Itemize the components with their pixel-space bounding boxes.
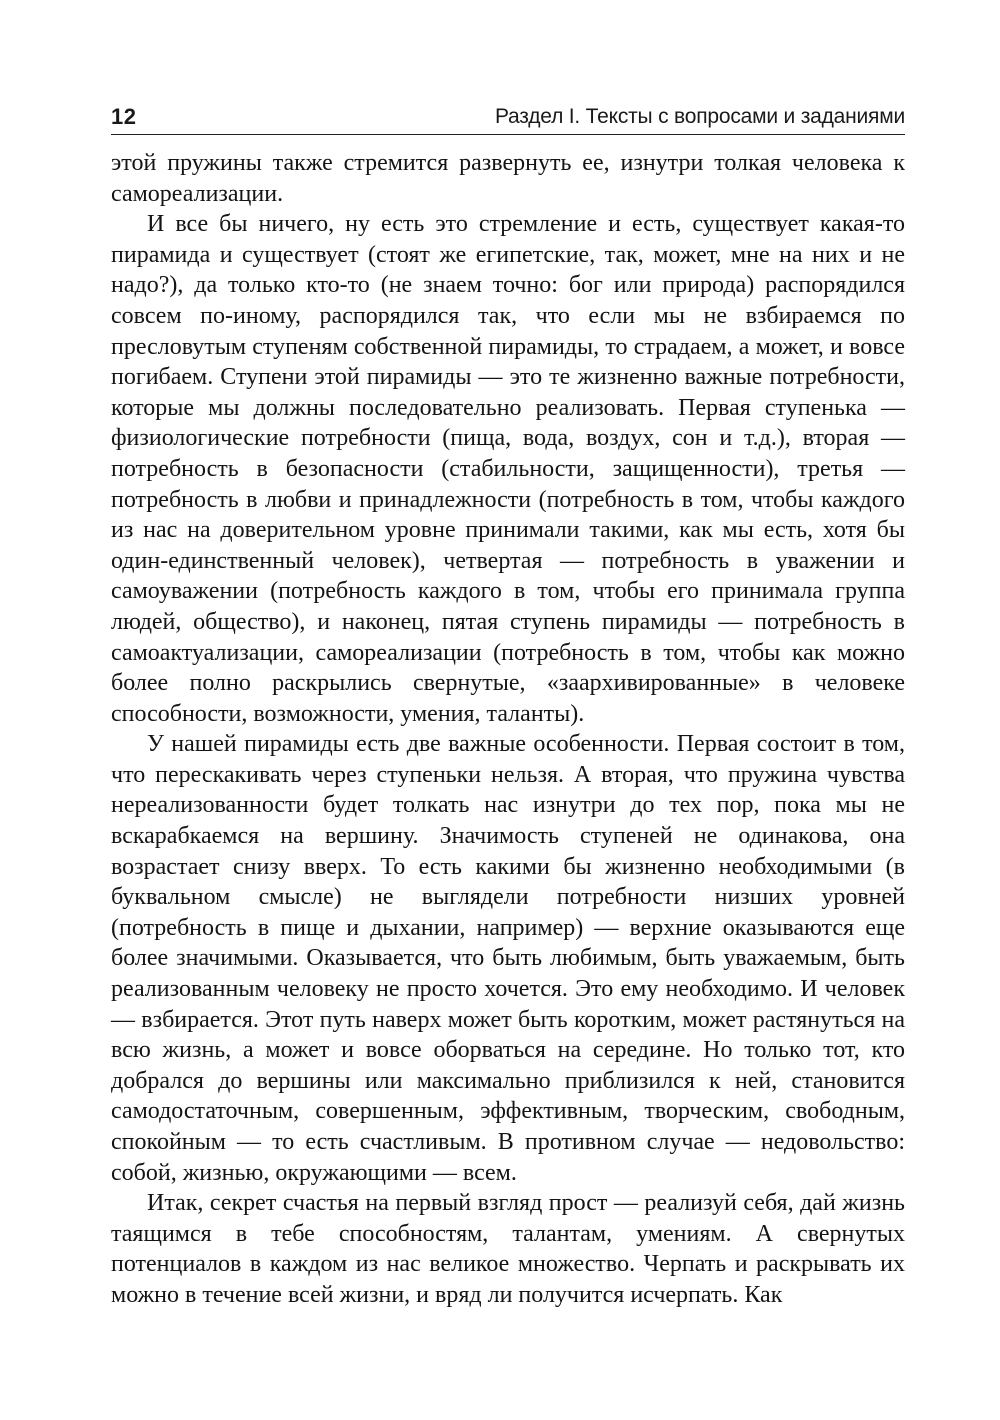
paragraph-pyramid-features: У нашей пирамиды есть две важные особенности. Первая состоит в том, что перескакивать через ступеньки нельзя. А вторая, что пружина чувства нереализованности будет толкать нас изнутри до тех пор, пока мы не вскарабкаемся на вершину. Значимость ступеней не одинакова, она возрастает снизу вверх. То есть какими бы жизненно необходимыми (в буквальном смысле) не выглядели потребности низших уровней (потребность в пище и дыхании, например) — верхние оказываются еще более значимыми. Оказывается, что быть любимым, быть уважаемым, быть реализованным человеку не просто хочется. Это ему необходимо. И человек — взбирается. Этот путь наверх может быть коротким, может растянуться на всю жизнь, а может и вовсе оборваться на середине. Но только тот, кто добрался до вершины или максимально приблизился к ней, становится самодостаточным, совершенным, эффективным, творческим, свободным, спокойным — то есть счастливым. В противном случае — недовольство: собой, жизнью, окружающими — всем.: [111, 731, 905, 1186]
paragraph-continuation: этой пружины также стремится развернуть ее, изнутри толкая человека к самореализации.: [111, 150, 905, 207]
page-number: 12: [111, 104, 137, 129]
running-head: [111, 100, 905, 134]
paragraph-pyramid-needs: И все бы ничего, ну есть это стремление и есть, существует какая-то пирамида и существует (стоят же египетские, так, может, мне на них и не надо?), да только кто-то (не знаем точно: бог или природа) распорядился совсем по-иному, распорядился так, что если мы не взбираемся по пресловутым ступеням собственной пирамиды, то страдаем, а может, и вовсе погибаем. Ступени этой пирамиды — это те жизненно важные потребности, которые мы должны последовательно реализовать. Первая ступенька — физиологические потребности (пища, вода, воздух, сон и т.д.), вторая — потребность в безопасности (стабильности, защищенности), третья — потребность в любви и принадлежности (потребность в том, чтобы каждого из нас на доверительном уровне принимали такими, как мы есть, хотя бы один-единственный человек), четвертая — потребность в уважении и самоуважении (потребность каждого в том, чтобы его принимала группа людей, общество), и наконец, пятая ступень пирамиды — потребность в самоактуализации, самореализации (потребность в том, чтобы как можно более полно раскрылись свернутые, «заархивированные» в человеке способности, возможности, умения, таланты).: [111, 211, 905, 727]
paragraph-happiness-secret: Итак, секрет счастья на первый взгляд прост — реализуй себя, дай жизнь таящимся в тебе способностям, талантам, умениям. А свернутых потенциалов в каждом из нас великое множество. Черпать и раскрывать их можно в течение всей жизни, и вряд ли получится исчерпать. Как: [111, 1190, 905, 1308]
header-rule: [111, 134, 905, 135]
body-text: [111, 148, 905, 1311]
section-title: Раздел I. Тексты с вопросами и заданиями: [494, 105, 905, 128]
